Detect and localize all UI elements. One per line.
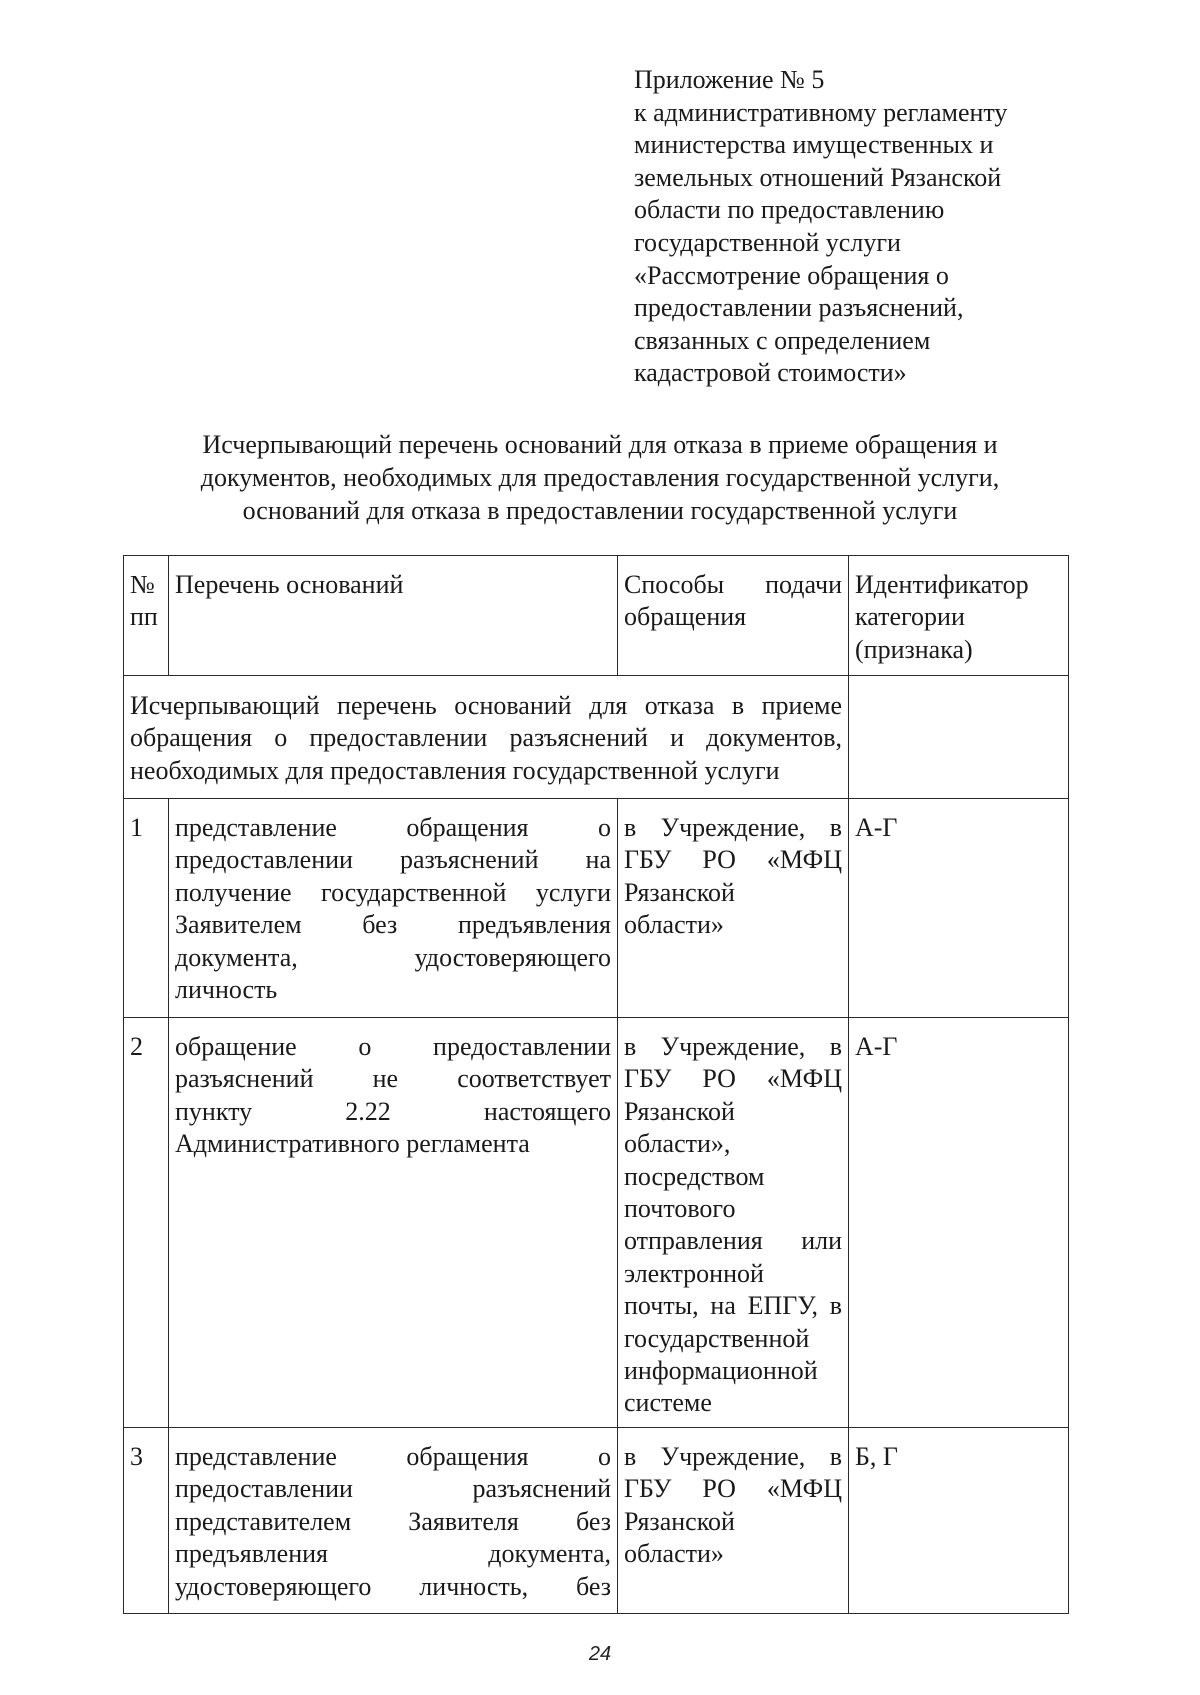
row-grounds-line: личность [175,975,278,1005]
appendix-line: связанных с определением [634,325,931,355]
row-methods-line: посредством [624,1161,765,1191]
row-num: 1 [124,799,169,1018]
header-methods-line: обращения [624,602,747,632]
row-grounds-line: предоставлении разъяснений [175,1474,611,1504]
row-methods [618,799,849,1018]
row-methods-line: почты, на ЕПГУ, в [624,1291,842,1321]
header-identifier [849,556,1069,676]
table-row [124,1428,1069,1614]
row-grounds-line: предъявления документа, [175,1539,611,1569]
section-title-empty-cell [849,676,1069,799]
row-grounds-line: пункту 2.22 настоящего [175,1096,611,1126]
header-num-line: № [130,570,155,599]
header-num [124,556,169,676]
header-grounds-label: Перечень оснований [175,570,404,599]
appendix-line: земельных отношений Рязанской [634,162,1002,192]
row-methods-line: ГБУ РО «МФЦ [624,845,842,875]
table-row [124,799,1069,1018]
row-methods-line: области», [624,1129,731,1159]
row-grounds [169,1428,618,1614]
header-methods [618,556,849,676]
row-grounds [169,799,618,1018]
appendix-line: предоставлении разъяснений, [634,293,964,323]
row-grounds-line: разъяснений не соответствует [175,1064,611,1094]
row-grounds-line: Административного регламента [175,1129,530,1159]
section-title-cell [124,676,849,799]
row-methods-line: отправления или [624,1226,842,1256]
row-grounds-line: представление обращения о [175,813,611,842]
title-line: документов, необходимых для предоставления государственной услуги, [200,463,1000,492]
title-line: Исчерпывающий перечень оснований для отказа в приеме обращения и [202,430,998,459]
appendix-line: государственной услуги [634,227,901,257]
appendix-line: области по предоставлению [634,195,945,225]
header-num-line: пп [130,602,158,632]
row-methods-line: Рязанской [624,1096,735,1126]
row-grounds-line: предоставлении разъяснений на [175,845,611,875]
row-num: 2 [124,1018,169,1428]
row-methods-line: системе [624,1388,712,1418]
row-methods-line: электронной [624,1258,764,1288]
table-header-row [124,556,1069,676]
grounds-table [123,555,1069,1614]
row-methods-line: ГБУ РО «МФЦ [624,1474,842,1504]
row-identifier: Б, Г [849,1428,1069,1614]
row-methods-line: Рязанской [624,877,735,907]
header-grounds [169,556,618,676]
row-methods-line: в Учреждение, в [624,1442,842,1471]
appendix-line: министерства имущественных и [634,130,994,160]
appendix-line: к административному регламенту [634,97,1008,127]
section-title-row [124,676,1069,799]
row-grounds-line: представление обращения о [175,1442,611,1471]
table-row [124,1018,1069,1428]
title-line: оснований для отказа в предоставлении государственной услуги [242,496,958,525]
section-title-line: обращения о предоставлении разъяснений и документов, [130,723,842,753]
section-title-line: Исчерпывающий перечень оснований для отказа в приеме [130,691,842,720]
page-number: 24 [588,1643,612,1665]
row-methods [618,1428,849,1614]
row-identifier: А-Г [849,799,1069,1018]
row-methods-line: информационной [624,1356,818,1386]
row-methods [618,1018,849,1428]
header-identifier-line: категории [855,602,965,632]
appendix-line: Приложение № 5 [634,65,825,94]
section-title-line: необходимых для предоставления государственной услуги [130,755,780,785]
row-grounds-line: получение государственной услуги [175,877,611,907]
appendix-note [634,64,1074,390]
row-methods-line: в Учреждение, в [624,1032,842,1061]
row-methods-line: ГБУ РО «МФЦ [624,1064,842,1094]
header-methods-line: Способы подачи [624,570,842,599]
row-grounds [169,1018,618,1428]
document-title [120,428,1080,527]
row-grounds-line: удостоверяющего личность, без [175,1571,611,1601]
header-identifier-line: (признака) [855,634,973,664]
row-grounds-line: обращение о предоставлении [175,1032,611,1061]
row-methods-line: государственной [624,1323,810,1353]
row-methods-line: области» [624,910,724,940]
row-methods-line: в Учреждение, в [624,813,842,842]
row-methods-line: области» [624,1539,724,1569]
row-identifier: А-Г [849,1018,1069,1428]
row-grounds-line: представителем Заявителя без [175,1506,611,1536]
row-grounds-line: документа, удостоверяющего [175,942,611,972]
row-methods-line: Рязанской [624,1506,735,1536]
header-identifier-line: Идентификатор [855,570,1029,599]
row-methods-line: почтового [624,1194,736,1224]
appendix-line: «Рассмотрение обращения о [634,260,949,290]
appendix-line: кадастровой стоимости» [634,358,907,388]
row-num: 3 [124,1428,169,1614]
row-grounds-line: Заявителем без предъявления [175,910,611,940]
